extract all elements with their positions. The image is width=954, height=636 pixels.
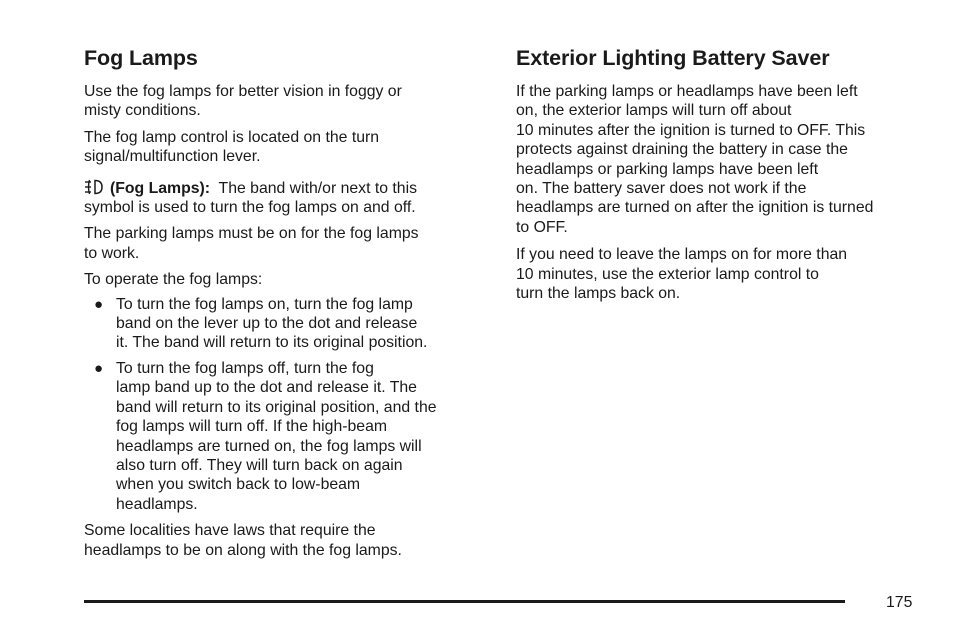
bullet-icon: ●: [94, 359, 104, 377]
text-line: The parking lamps must be on for the fog lamps: [84, 225, 419, 243]
text-line: it. The band will return to its original position.: [116, 334, 428, 352]
right-column: [516, 44, 921, 310]
text-line: To turn the fog lamps off, turn the fog: [116, 359, 374, 377]
text-line: when you switch back to low-beam: [116, 476, 361, 494]
fog-lamps-instructions-list: [84, 295, 484, 514]
parking-lamps-requirement: [84, 224, 484, 263]
text-line: headlamps to be on along with the fog lamps.: [84, 541, 402, 559]
text-segment: The band with/or next to this: [218, 179, 417, 197]
operate-fog-lamps-intro: To operate the fog lamps:: [84, 271, 263, 289]
text-line: signal/multifunction lever.: [84, 148, 261, 166]
text-line: to OFF.: [516, 218, 568, 236]
text-line: 10 minutes, use the exterior lamp control to: [516, 265, 819, 283]
text-line: lamp band up to the dot and release it. The: [116, 379, 417, 397]
text-line: headlamps are turned on, the fog lamps will: [116, 437, 422, 455]
text-line: symbol is used to turn the fog lamps on and off.: [84, 199, 416, 217]
text-line: to work.: [84, 244, 140, 262]
battery-saver-heading: Exterior Lighting Battery Saver: [516, 46, 830, 70]
text-line: To turn the fog lamps on, turn the fog lamp: [116, 295, 413, 313]
text-line: 10 minutes after the ignition is turned to OFF. This: [516, 121, 866, 139]
text-line: If the parking lamps or headlamps have been left: [516, 83, 858, 100]
fog-lamps-intro: [84, 82, 484, 121]
text-line: headlamps are turned on after the ignition is turned: [516, 199, 874, 217]
text-line: headlamps or parking lamps have been left: [516, 160, 819, 178]
text-line: The fog lamp control is located on the turn: [84, 128, 380, 146]
text-line: Use the fog lamps for better vision in foggy or: [84, 83, 402, 100]
battery-saver-description: [516, 82, 921, 237]
text-line: on, the exterior lamps will turn off about: [516, 102, 792, 120]
list-item: [84, 359, 484, 514]
fog-lamps-symbol-description: [84, 179, 484, 218]
page-number: 175: [886, 594, 913, 611]
text-line: also turn off. They will turn back on again: [116, 456, 403, 474]
text-line: Some localities have laws that require the: [84, 522, 376, 540]
fog-lamps-control-location: [84, 128, 484, 167]
list-item: [84, 295, 484, 353]
text-line: misty conditions.: [84, 102, 201, 120]
text-line: fog lamps will turn off. If the high-beam: [116, 418, 388, 436]
battery-saver-override: [516, 245, 921, 303]
text-line: [84, 179, 484, 198]
text-line: headlamps.: [116, 495, 198, 513]
local-laws-note: [84, 521, 484, 560]
left-column: [84, 44, 484, 567]
fog-lamps-symbol-label: (Fog Lamps):: [110, 179, 211, 197]
text-line: If you need to leave the lamps on for more than: [516, 246, 848, 264]
fog-lamp-icon: [84, 179, 104, 195]
text-line: turn the lamps back on.: [516, 285, 681, 303]
fog-lamps-heading: Fog Lamps: [84, 46, 198, 70]
bullet-icon: ●: [94, 295, 104, 313]
text-line: band will return to its original position, and the: [116, 398, 437, 416]
text-line: on. The battery saver does not work if the: [516, 180, 807, 198]
text-line: band on the lever up to the dot and release: [116, 315, 418, 333]
text-line: protects against draining the battery in case the: [516, 141, 848, 159]
footer-rule: [84, 600, 845, 603]
